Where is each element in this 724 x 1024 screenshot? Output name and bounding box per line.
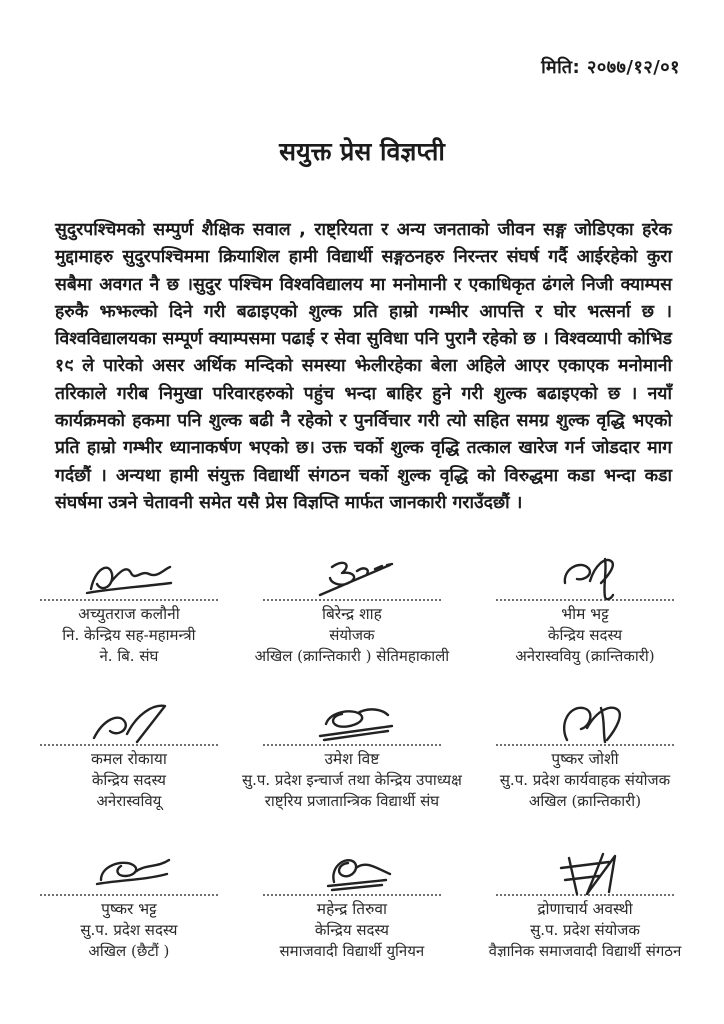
signatory-org: ने. बि. संघ xyxy=(99,647,159,665)
signature-row-2 xyxy=(28,698,696,812)
signatory-role: केन्द्रिय सदस्य xyxy=(314,921,389,939)
signature-scribble xyxy=(530,698,640,748)
signatory-name: उमेश विष्ट xyxy=(324,750,380,768)
signature-scribble xyxy=(530,848,640,898)
date-label: मिति: २०७७/१२/०१ xyxy=(541,57,680,78)
signature-block xyxy=(236,553,468,667)
signatory-role: सु.प. प्रदेश कार्यवाहक संयोजक xyxy=(499,771,671,789)
signature-block xyxy=(28,698,230,812)
signature-scribble xyxy=(530,553,640,603)
signatory-name: कमल रोकाया xyxy=(90,750,167,768)
signature-scribble xyxy=(74,553,184,603)
signature-scribble xyxy=(297,553,407,603)
signatory-name: बिरेन्द्र शाह xyxy=(321,605,382,623)
signatory-org: अखिल (क्रान्तिकारी ) सेतिमहाकाली xyxy=(254,647,450,665)
signatory-org: अखिल (छैटौं ) xyxy=(88,942,170,960)
signatory-org: वैज्ञानिक समाजवादी विद्यार्थी संगठन xyxy=(488,942,682,960)
signatory-role: केन्द्रिय सदस्य xyxy=(91,771,166,789)
signatory-org: अखिल (क्रान्तिकारी) xyxy=(528,792,642,810)
signatory-name: अच्युतराज कलौनी xyxy=(78,605,180,623)
signature-block xyxy=(28,848,230,962)
signatory-name: पुष्कर जोशी xyxy=(551,750,619,768)
signatory-role: सु.प. प्रदेश संयोजक xyxy=(530,921,640,939)
signatory-name: भीम भट्ट xyxy=(561,605,609,623)
signatory-name: पुष्कर भट्ट xyxy=(101,900,157,918)
signature-row-3 xyxy=(28,848,696,962)
body-paragraph: सुदुरपश्चिमको सम्पुर्ण शैक्षिक सवाल , राष्ट्रियता र अन्य जनताको जीवन सङ्ग जोडिएका हरेक मुद्दामाहरु सुदुरपश्चिममा क्रियाशिल हामी विद्यार्थी सङ्गठनहरु निरन्तर संघर्ष गर्दै आईरहेको कुरा सबैमा अवगत नै छ ।सुदुर पश्चिम विश्वविद्यालय मा मनोमानी र एकाधिकृत ढंगले निजी क्याम्पस हरुकै झझल्को दिने गरी बढाइएको शुल्क प्रति हाम्रो गम्भीर आपत्ति र घोर भत्सर्ना छ । विश्वविद्यालयका सम्पूर्ण क्याम्पसमा पढाई र सेवा सुविधा पनि पुरानै रहेको छ । विश्वव्यापी कोभिड १९ ले पारेको असर अर्थिक मन्दिको समस्या झेलीरहेका बेला अहिले आएर एकाएक मनोमानी तरिकाले गरीब निमुखा परिवारहरुको पहुंच भन्दा बाहिर हुने गरी शुल्क बढाइएको छ । नयाँ कार्यक्रमको हकमा पनि शुल्क बढी नै रहेको र पुनर्विचार गरी त्यो सहित समग्र शुल्क वृद्धि भएको प्रति हाम्रो गम्भीर ध्यानाकर्षण भएको छ। उक्त चर्को शुल्क वृद्धि तत्काल खारेज गर्न जोडदार माग गर्दछौं । अन्यथा हामी संयुक्त विद्यार्थी संगठन चर्को शुल्क वृद्धि को विरुद्धमा कडा भन्दा कडा संघर्षमा उत्रने चेतावनी समेत यसै प्रेस विज्ञप्ति मार्फत जानकारी गराउँदछौं । xyxy=(55,220,672,513)
signatory-role: केन्द्रिय सदस्य xyxy=(547,626,623,644)
signatory-org: अनेरास्ववियु (क्रान्तिकारी) xyxy=(515,647,655,665)
signature-scribble xyxy=(74,698,184,748)
signatory-org: समाजवादी विद्यार्थी युनियन xyxy=(279,942,425,960)
signature-block xyxy=(236,848,468,962)
signatory-role: नि. केन्द्रिय सह-महामन्त्री xyxy=(62,626,196,644)
signature-scribble xyxy=(297,848,407,898)
signature-block xyxy=(474,698,696,812)
signatory-name: महेन्द्र तिरुवा xyxy=(316,900,387,918)
signature-block xyxy=(28,553,230,667)
signatory-role: सु.प. प्रदेश इन्चार्ज तथा केन्द्रिय उपाध्यक्ष xyxy=(241,771,462,789)
signature-block xyxy=(236,698,468,812)
signatory-name: द्रोणाचार्य अवस्थी xyxy=(537,900,633,918)
signatory-role: सु.प. प्रदेश सदस्य xyxy=(80,921,178,939)
signatory-org: राष्ट्रिय प्रजातान्त्रिक विद्यार्थी संघ xyxy=(264,792,440,810)
signature-row-1 xyxy=(28,553,696,667)
signature-block xyxy=(474,848,696,962)
signatory-role: संयोजक xyxy=(329,626,375,644)
page-title: सयुक्त प्रेस विज्ञप्ती xyxy=(279,137,445,166)
signature-scribble xyxy=(297,698,407,748)
signatory-org: अनेरास्ववियू xyxy=(96,792,162,810)
signature-block xyxy=(474,553,696,667)
signature-scribble xyxy=(74,848,184,898)
